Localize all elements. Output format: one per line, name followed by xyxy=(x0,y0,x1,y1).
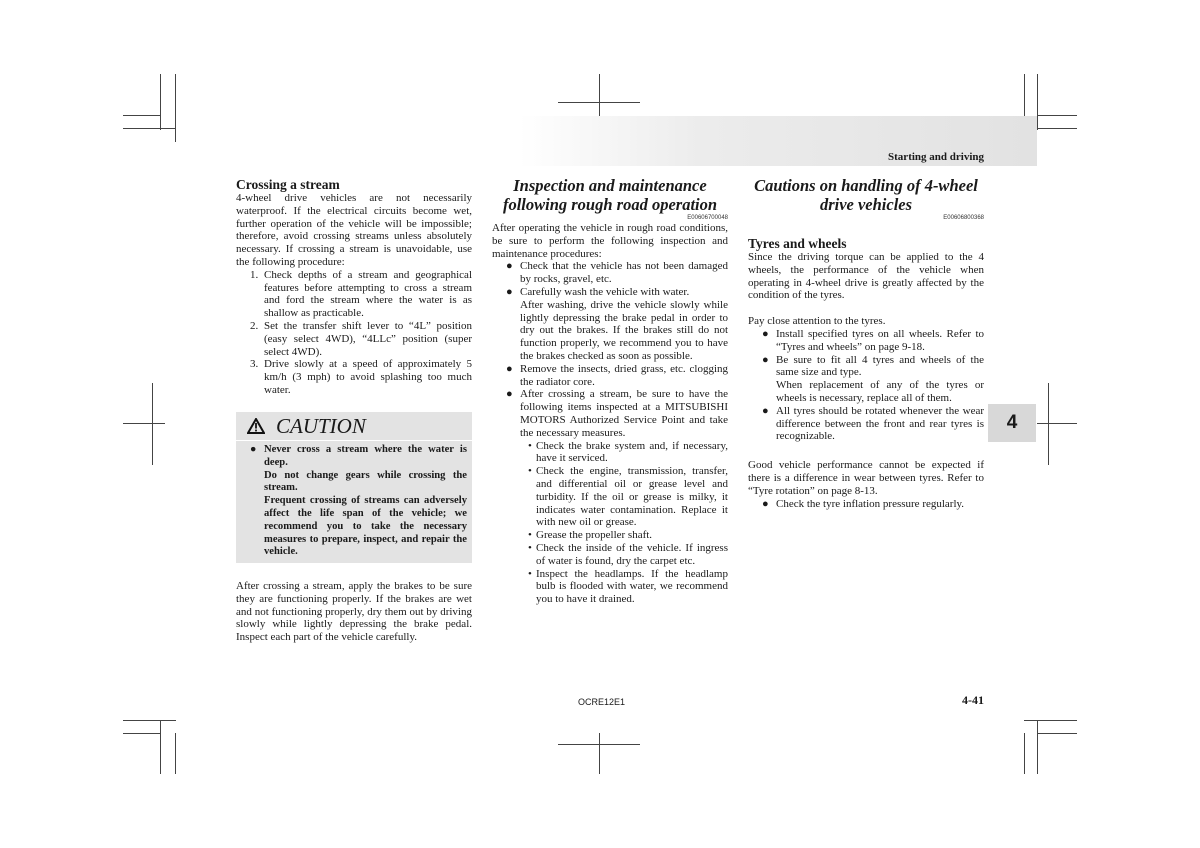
caution-box xyxy=(236,412,472,563)
tyres-intro: Since the driving torque can be applied to the 4 wheels, the performance of the vehicle when operating in 4-wheel drive is greatly affected by the condition of the tyres. xyxy=(748,251,984,302)
caution-line: ● Never cross a stream where the water is deep. xyxy=(264,444,467,468)
inspection-sublist xyxy=(520,440,728,606)
caution-title: CAUTION xyxy=(276,413,366,438)
tyres-list-2 xyxy=(748,498,984,511)
crossing-stream-steps xyxy=(236,269,472,397)
tyres-item xyxy=(748,498,984,511)
tyres-item xyxy=(748,354,984,405)
inspection-subitem: • Inspect the headlamps. If the headlamp bulb is flooded with water, we recommend you to have it drained. xyxy=(520,568,728,606)
tyres-item-text: ● Be sure to fit all 4 tyres and wheels of the same size and type. xyxy=(776,353,984,379)
inspection-subitem: • Check the inside of the vehicle. If ingress of water is found, dry the carpet etc. xyxy=(520,542,728,568)
caution-line: Do not change gears while crossing the stream. xyxy=(264,469,467,494)
inspection-item-text: ● After crossing a stream, be sure to have the following items inspected at a MITSUBISHI MOTORS Authorized Service Point and take the necessary measures. xyxy=(520,388,728,439)
step-text: Set the transfer shift lever to “4L” position (easy select 4WD), “4LLc” position (super select 4WD). xyxy=(264,319,472,358)
page-number: 4-41 xyxy=(962,693,984,707)
tyres-wheels-title: Tyres and wheels xyxy=(748,236,847,251)
step-number: 3. xyxy=(250,358,259,371)
cautions-4wd-title: Cautions on handling of 4-wheel drive vehicles xyxy=(754,176,978,214)
inspection-item xyxy=(492,260,728,286)
step-item xyxy=(236,269,472,320)
tyres-list xyxy=(748,328,984,443)
after-crossing-paragraph: After crossing a stream, apply the brakes to be sure they are functioning properly. If the brakes are wet and not functioning properly, dry them out by driving slowly while lightly depressing the brake pedal. Inspect each part of the vehicle carefully. xyxy=(236,580,472,644)
step-number: 2. xyxy=(250,319,259,332)
inspection-item xyxy=(492,363,728,389)
inspection-item-extra: After washing, drive the vehicle slowly while lightly depressing the brake pedal in order to dry out the brakes. If the brakes still do not function properly, we recommend you to have the brakes checked as soon as possible. xyxy=(520,298,728,362)
column-inspection xyxy=(492,176,728,606)
caution-line: Frequent crossing of streams can adversely affect the life span of the vehicle; we recommend you to take the necessary measures to prepare, inspect, and repair the vehicle. xyxy=(264,495,467,558)
inspection-subitem: • Grease the propeller shaft. xyxy=(520,529,728,542)
tyres-item-text: Install specified tyres on all wheels. Refer to “Tyres and wheels” on page 9-18. xyxy=(776,327,984,353)
after-crossing-text xyxy=(236,580,472,644)
inspection-code: E00606700048 xyxy=(687,215,728,221)
chapter-tab: 4 xyxy=(988,404,1036,442)
column-4wd-cautions xyxy=(748,176,984,510)
inspection-item xyxy=(492,286,728,363)
inspection-subitem: • Check the brake system and, if necessary, have it serviced. xyxy=(520,440,728,466)
crossing-stream-title: Crossing a stream xyxy=(236,177,340,192)
tyres-good-performance: Good vehicle performance cannot be expected if there is a difference in wear between tyres. Refer to “Tyre rotation” on page 8-13. xyxy=(748,459,984,497)
step-item xyxy=(236,320,472,358)
inspection-item-text: Check that the vehicle has not been damaged by rocks, gravel, etc. xyxy=(520,260,728,286)
inspection-item xyxy=(492,388,728,606)
step-item xyxy=(236,358,472,396)
tyres-attention: Pay close attention to the tyres. xyxy=(748,315,886,328)
step-text: Drive slowly at a speed of approximately 5 km/h (3 mph) to avoid splashing too much water. xyxy=(264,358,472,396)
inspection-item-text: ● Carefully wash the vehicle with water. xyxy=(520,285,690,298)
tyres-item xyxy=(748,328,984,354)
inspection-subitem: • Check the engine, transmission, transfer, and differential oil or grease level and turbidity. If the oil or grease is milky, it indicates water contamination. Replace it with new oil or grease. xyxy=(520,465,728,529)
inspection-title: Inspection and maintenance following rough road operation xyxy=(502,176,718,214)
column-crossing-stream xyxy=(236,177,472,397)
step-number: 1. xyxy=(250,268,259,281)
section-title: Starting and driving xyxy=(888,151,984,163)
cautions-4wd-code: E00606800368 xyxy=(943,215,984,221)
footer-code: OCRE12E1 xyxy=(578,697,626,707)
warning-triangle-icon xyxy=(236,412,276,440)
crossing-stream-intro: 4-wheel drive vehicles are not necessarily waterproof. If the electrical circuits become wet, further operation of the vehicle will be impossible; therefore, avoid crossing streams unless absolutely necessary. If crossing a stream is unavoidable, use the following procedure: xyxy=(236,192,472,268)
inspection-intro: After operating the vehicle in rough road conditions, be sure to perform the following inspection and maintenance procedures: xyxy=(492,222,728,260)
tyres-item-text: Check the tyre inflation pressure regularly. xyxy=(776,497,965,510)
caution-item xyxy=(236,444,467,559)
inspection-item-text: Remove the insects, dried grass, etc. clogging the radiator core. xyxy=(520,362,728,388)
tyres-item xyxy=(748,405,984,443)
tyres-item-extra: When replacement of any of the tyres or wheels is necessary, replace all of them. xyxy=(776,379,984,404)
inspection-list xyxy=(492,260,728,606)
step-text: Check depths of a stream and geographical features before attempting to cross a stream and ford the stream where the water is as shallow as practicable. xyxy=(264,268,472,320)
tyres-item-text: All tyres should be rotated whenever the wear difference between the front and rear tyres is recognizable. xyxy=(776,404,984,443)
